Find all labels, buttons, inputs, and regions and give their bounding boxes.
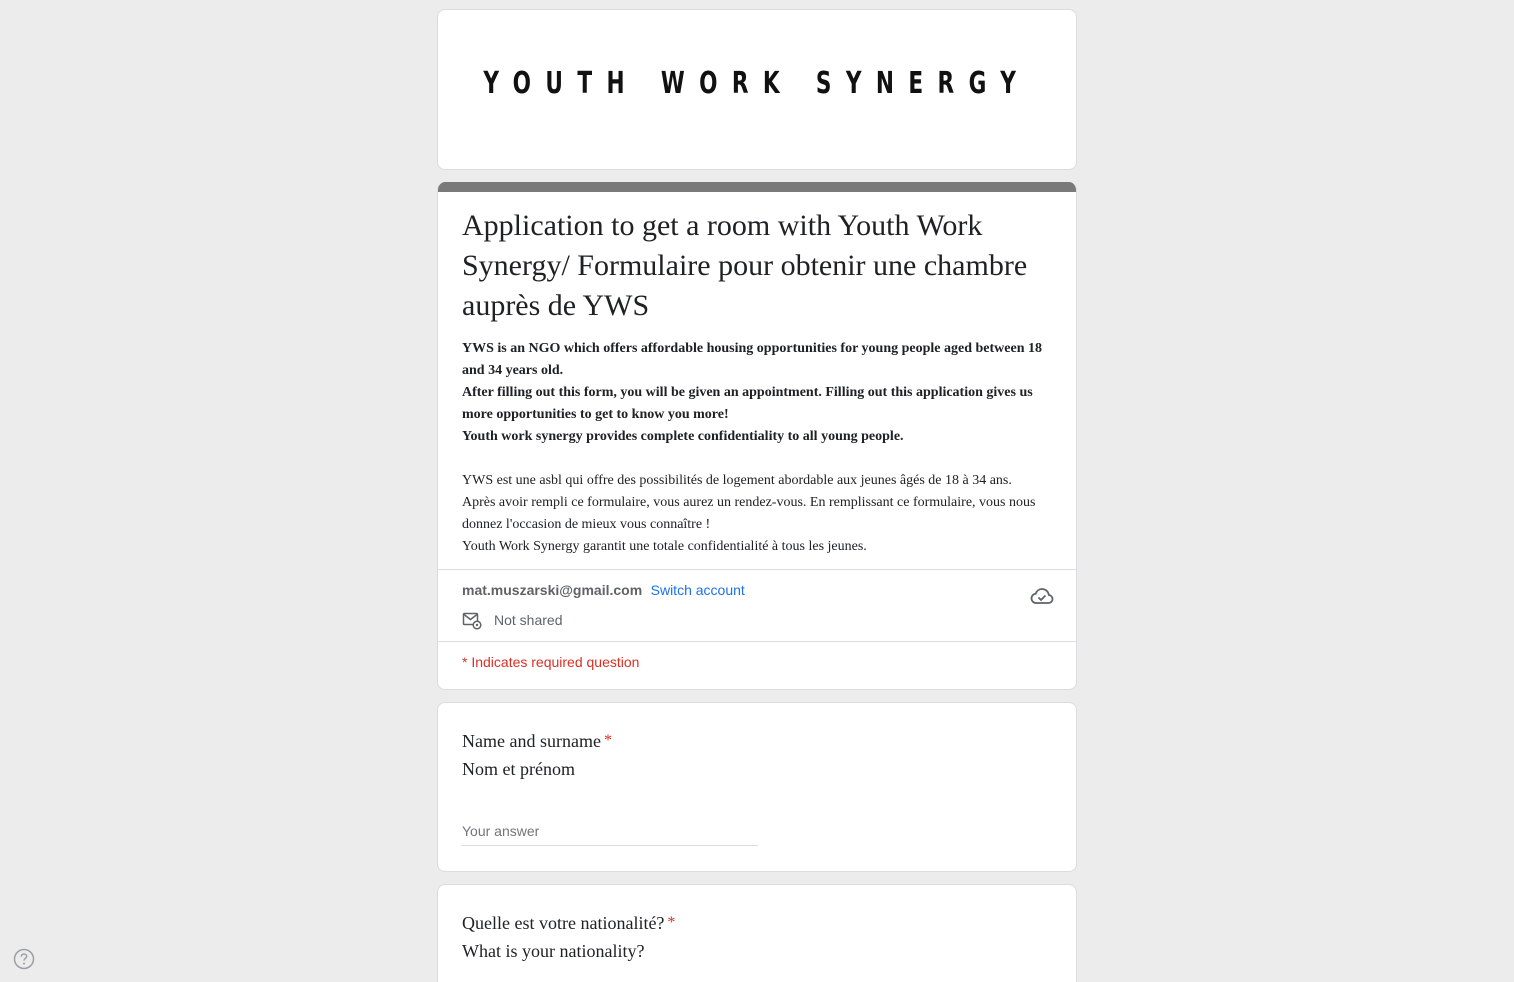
not-shared-label: Not shared (494, 612, 563, 628)
description-en-line: YWS is an NGO which offers affordable housing opportunities for young people aged between 18 and 34 years old. (462, 341, 1043, 378)
required-note: * Indicates required question (438, 641, 1077, 682)
accent-bar (438, 182, 1076, 192)
required-asterisk: * (667, 914, 676, 931)
question-card (437, 702, 1077, 872)
question-title (462, 727, 1052, 755)
not-shared-status (462, 610, 1054, 630)
spacer (462, 448, 1052, 470)
question-title-fr: Quelle est votre nationalité? (462, 913, 665, 933)
question-title-fr: Nom et prénom (462, 759, 575, 779)
youth-work-synergy-logo: YOUTH WORK SYNERGY (483, 66, 1031, 101)
account-email: mat.muszarski@gmail.com (462, 582, 643, 598)
question-title-en: What is your nationality? (462, 941, 645, 961)
help-icon[interactable] (13, 948, 35, 970)
header-banner (437, 9, 1077, 170)
cloud-saved-icon (1030, 584, 1054, 608)
switch-account-link[interactable]: Switch account (650, 582, 745, 598)
form-header-card (437, 182, 1077, 690)
name-answer-input[interactable] (462, 819, 758, 846)
description-fr-line: YWS est une asbl qui offre des possibilités de logement abordable aux jeunes âgés de 18 à 34 ans. (462, 473, 1012, 488)
description-fr-line: Youth Work Synergy garantit une totale confidentialité à tous les jeunes. (462, 539, 867, 554)
form-title: Application to get a room with Youth Work Synergy/ Formulaire pour obtenir une chambre auprès de YWS (462, 209, 1028, 322)
account-row (438, 569, 1077, 642)
mail-settings-icon (462, 610, 482, 630)
description-en-line: After filling out this form, you will be given an appointment. Filling out this application gives us more opportunities to get to know you more! (462, 385, 1033, 422)
question-title (462, 909, 1052, 937)
description-fr-line: Après avoir rempli ce formulaire, vous aurez un rendez-vous. En remplissant ce formulaire, vous nous donnez l'occasion de mieux vous connaître ! (462, 495, 1036, 532)
form-description (462, 338, 1052, 558)
question-card (437, 884, 1077, 982)
question-title-en: Name and surname (462, 731, 601, 751)
required-asterisk: * (603, 732, 612, 749)
description-en-line: Youth work synergy provides complete confidentiality to all young people. (462, 429, 904, 444)
